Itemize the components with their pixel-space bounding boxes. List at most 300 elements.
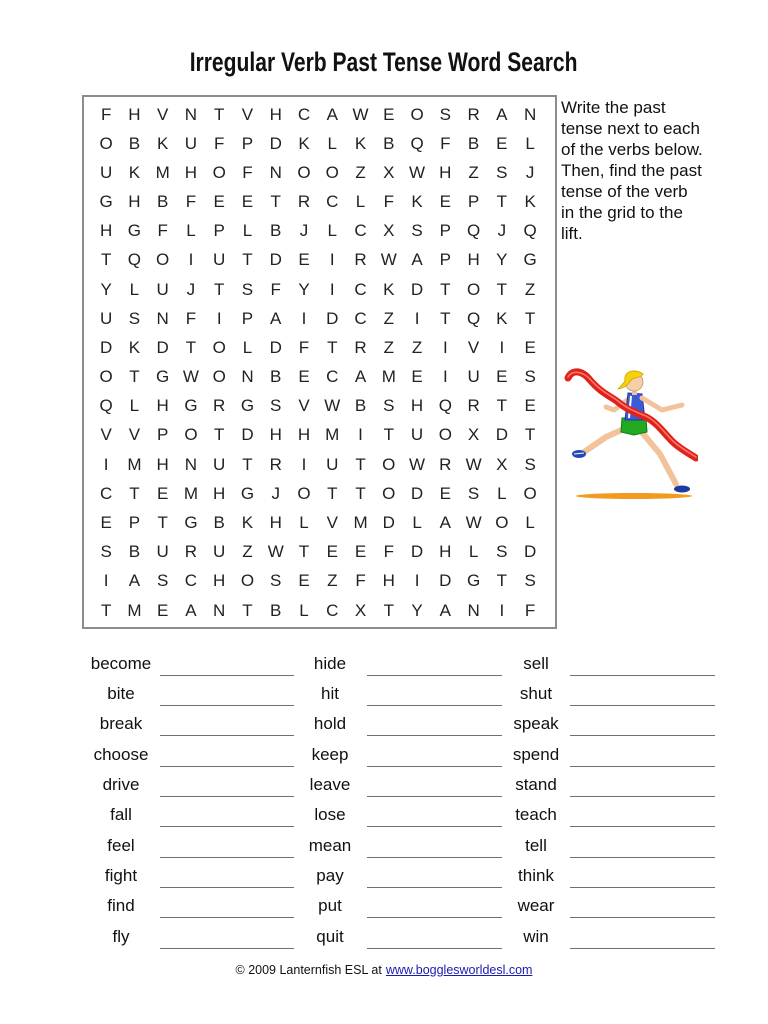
grid-letter: L xyxy=(525,512,535,532)
grid-letter: Q xyxy=(466,308,481,328)
grid-letter: P xyxy=(241,133,254,153)
grid-letter: D xyxy=(156,337,169,357)
verb-label: fight xyxy=(104,866,138,886)
grid-letter: O xyxy=(523,483,537,503)
grid-letter: P xyxy=(439,250,451,270)
grid-letter: U xyxy=(213,542,226,562)
answer-blank-line xyxy=(570,766,715,767)
grid-letter: N xyxy=(184,104,198,124)
grid-letter: O xyxy=(382,454,396,474)
verb-label: leave xyxy=(309,775,351,795)
grid-letter: A xyxy=(354,367,367,387)
grid-letter: M xyxy=(183,483,199,503)
grid-letter: L xyxy=(327,221,337,241)
grid-letter: E xyxy=(241,192,254,212)
grid-letter: W xyxy=(380,250,397,270)
grid-letter: L xyxy=(327,133,337,153)
grid-letter: C xyxy=(184,571,198,591)
answer-blank-line xyxy=(367,675,502,676)
verb-label: fall xyxy=(110,805,132,825)
grid-letter: T xyxy=(524,425,536,445)
grid-letter: P xyxy=(439,221,451,241)
grid-letter: B xyxy=(270,600,282,620)
grid-letter: T xyxy=(129,367,140,387)
verb-label: hide xyxy=(313,653,347,673)
grid-letter: U xyxy=(99,308,113,328)
grid-letter: S xyxy=(524,367,536,387)
grid-letter: L xyxy=(242,221,253,241)
grid-letter: O xyxy=(99,367,113,387)
grid-letter: F xyxy=(298,337,310,357)
grid-letter: H xyxy=(184,162,198,182)
instruction-line: of the verbs below. xyxy=(561,139,703,159)
grid-letter: I xyxy=(216,308,222,328)
grid-letter: R xyxy=(213,396,226,416)
grid-letter: R xyxy=(354,250,367,270)
grid-letter: B xyxy=(213,512,225,532)
verb-row xyxy=(295,740,502,770)
answer-blank-line xyxy=(570,705,715,706)
grid-letter: S xyxy=(496,162,508,182)
answer-blank-line xyxy=(160,675,294,676)
grid-letter: G xyxy=(184,396,198,416)
grid-letter: K xyxy=(156,133,169,153)
verb-row xyxy=(86,891,294,921)
answer-blank-line xyxy=(160,857,294,858)
verb-column-2 xyxy=(295,649,502,952)
verb-label: become xyxy=(90,653,152,673)
grid-letter: H xyxy=(213,571,226,591)
verb-row xyxy=(86,922,294,952)
grid-letter: L xyxy=(129,396,140,416)
answer-blank-line xyxy=(367,826,502,827)
verb-label: pay xyxy=(316,866,344,886)
grid-letter: V xyxy=(100,425,112,445)
grid-letter: E xyxy=(298,250,310,270)
grid-letter: I xyxy=(329,250,335,270)
grid-letter: E xyxy=(156,600,169,620)
grid-letter: O xyxy=(212,162,226,182)
instructions xyxy=(561,97,746,244)
verb-row xyxy=(86,861,294,891)
grid-letter: P xyxy=(128,512,141,532)
grid-letter: O xyxy=(325,162,339,182)
grid-letter: I xyxy=(103,454,109,474)
verb-label: hit xyxy=(321,684,339,704)
grid-letter: D xyxy=(410,483,424,503)
answer-blank-line xyxy=(570,826,715,827)
grid-letter: F xyxy=(185,308,197,328)
grid-letter: G xyxy=(523,250,537,270)
verb-label: fly xyxy=(112,926,130,946)
grid-letter: I xyxy=(329,279,335,299)
verb-row xyxy=(295,831,502,861)
grid-letter: C xyxy=(326,367,339,387)
grid-letter: F xyxy=(270,279,281,299)
answer-blank-line xyxy=(367,705,502,706)
word-search-box xyxy=(82,95,557,629)
grid-letter: G xyxy=(99,192,113,212)
grid-letter: T xyxy=(383,600,394,620)
grid-letter: I xyxy=(414,308,420,328)
grid-letter: R xyxy=(354,337,367,357)
grid-letter: S xyxy=(128,308,141,328)
grid-letter: M xyxy=(127,454,142,474)
grid-letter: R xyxy=(297,192,311,212)
grid-letter: W xyxy=(352,104,369,124)
grid-letter: A xyxy=(326,104,338,124)
grid-letter: T xyxy=(270,192,281,212)
grid-letter: F xyxy=(157,221,168,241)
grid-letter: I xyxy=(442,337,448,357)
grid-letter: G xyxy=(156,367,170,387)
grid-letter: F xyxy=(185,192,197,212)
grid-letter: E xyxy=(298,571,310,591)
verb-row xyxy=(501,709,715,739)
grid-letter: C xyxy=(354,279,367,299)
grid-letter: L xyxy=(299,600,309,620)
grid-letter: K xyxy=(128,162,141,182)
answer-blank-line xyxy=(160,826,294,827)
verb-row xyxy=(295,891,502,921)
grid-letter: V xyxy=(241,104,254,124)
answer-blank-line xyxy=(570,857,715,858)
answer-blank-line xyxy=(367,766,502,767)
grid-letter: T xyxy=(355,454,366,474)
grid-letter: T xyxy=(242,454,253,474)
grid-letter: V xyxy=(467,337,480,357)
verb-row xyxy=(501,770,715,800)
grid-letter: S xyxy=(411,221,423,241)
verb-label: break xyxy=(99,714,143,734)
grid-letter: O xyxy=(297,162,311,182)
grid-letter: T xyxy=(524,308,536,328)
grid-letter: H xyxy=(269,104,282,124)
grid-letter: G xyxy=(240,483,255,503)
verb-label: find xyxy=(107,896,135,916)
grid-letter: A xyxy=(439,600,451,620)
grid-letter: I xyxy=(301,454,307,474)
grid-letter: H xyxy=(128,192,141,212)
verb-label: win xyxy=(523,926,549,946)
grid-letter: D xyxy=(439,571,452,591)
verb-label: wear xyxy=(517,896,555,916)
answer-blank-line xyxy=(160,766,294,767)
verb-label: speak xyxy=(513,714,559,734)
answer-blank-line xyxy=(160,887,294,888)
verb-label: choose xyxy=(93,744,149,764)
grid-letter: F xyxy=(440,133,451,153)
grid-letter: E xyxy=(354,542,367,562)
grid-letter: V xyxy=(326,512,338,532)
grid-letter: U xyxy=(213,454,226,474)
grid-letter: A xyxy=(128,571,141,591)
grid-letter: Z xyxy=(242,542,253,562)
verb-row xyxy=(501,740,715,770)
grid-letter: K xyxy=(383,279,395,299)
verb-row xyxy=(295,649,502,679)
verb-row xyxy=(501,649,715,679)
grid-letter: O xyxy=(382,483,396,503)
grid-letter: B xyxy=(354,396,367,416)
runner-shorts xyxy=(621,418,647,435)
grid-letter: E xyxy=(524,337,536,357)
grid-letter: N xyxy=(213,600,226,620)
grid-letter: F xyxy=(100,104,112,124)
grid-letter: H xyxy=(439,162,452,182)
grid-letter: Q xyxy=(466,221,481,241)
grid-letter: A xyxy=(270,308,282,328)
verb-label: hold xyxy=(313,714,347,734)
grid-letter: N xyxy=(269,162,282,182)
grid-letter: I xyxy=(499,337,505,357)
grid-letter: J xyxy=(525,162,535,182)
grid-letter: R xyxy=(269,454,282,474)
answer-blank-line xyxy=(570,675,715,676)
grid-letter: T xyxy=(214,279,225,299)
grid-letter: A xyxy=(185,600,197,620)
answer-blank-line xyxy=(160,705,294,706)
grid-letter: N xyxy=(523,104,537,124)
grid-letter: O xyxy=(438,425,452,445)
instruction-line: Write the past xyxy=(561,97,666,117)
verb-label: teach xyxy=(515,805,557,825)
grid-letter: D xyxy=(269,337,282,357)
grid-letter: Z xyxy=(383,337,394,357)
grid-letter: S xyxy=(241,279,254,299)
instruction-line: in the grid to the xyxy=(561,202,683,222)
verb-row xyxy=(86,649,294,679)
grid-letter: T xyxy=(100,250,112,270)
grid-letter: M xyxy=(353,512,368,532)
grid-letter: O xyxy=(212,337,226,357)
grid-letter: E xyxy=(496,367,508,387)
grid-letter: L xyxy=(299,512,309,532)
grid-letter: H xyxy=(297,425,311,445)
grid-letter: T xyxy=(298,542,310,562)
answer-blank-line xyxy=(570,796,715,797)
grid-letter: I xyxy=(414,571,420,591)
grid-letter: E xyxy=(439,192,451,212)
verb-label: lose xyxy=(314,805,346,825)
grid-letter: U xyxy=(213,250,226,270)
answer-blank-line xyxy=(570,735,715,736)
verb-label: think xyxy=(518,866,554,886)
grid-letter: W xyxy=(465,454,482,474)
grid-letter: H xyxy=(213,483,226,503)
grid-letter: J xyxy=(299,221,309,241)
grid-letter: N xyxy=(241,367,254,387)
verb-row xyxy=(295,922,502,952)
website-link[interactable]: www.bogglesworldesl.com xyxy=(385,963,533,977)
grid-letter: S xyxy=(524,454,536,474)
grid-letter: A xyxy=(439,512,451,532)
grid-letter: L xyxy=(412,512,422,532)
grid-letter: R xyxy=(439,454,452,474)
grid-letter: E xyxy=(439,483,451,503)
grid-letter: W xyxy=(182,367,199,387)
grid-letter: C xyxy=(297,104,311,124)
grid-letter: E xyxy=(524,396,536,416)
ground-shadow xyxy=(576,493,692,499)
grid-letter: E xyxy=(213,192,225,212)
grid-letter: F xyxy=(355,571,366,591)
verb-row xyxy=(86,800,294,830)
grid-letter: J xyxy=(497,221,507,241)
grid-letter: I xyxy=(103,571,109,591)
grid-letter: I xyxy=(358,425,363,445)
verb-label: sell xyxy=(523,653,549,673)
grid-letter: M xyxy=(127,600,142,620)
grid-letter: T xyxy=(496,396,508,416)
grid-letter: Q xyxy=(438,396,452,416)
grid-letter: Q xyxy=(127,250,142,270)
grid-letter: T xyxy=(355,483,366,503)
grid-letter: U xyxy=(156,279,169,299)
grid-letter: O xyxy=(184,425,198,445)
grid-letter: U xyxy=(410,425,424,445)
grid-letter: F xyxy=(383,542,394,562)
grid-letter: U xyxy=(326,454,339,474)
verb-label: spend xyxy=(512,744,560,764)
answer-blank-line xyxy=(160,917,294,918)
grid-letter: Z xyxy=(327,571,338,591)
runner-illustration xyxy=(562,362,698,504)
grid-letter: F xyxy=(383,192,394,212)
verb-row xyxy=(295,679,502,709)
grid-letter: H xyxy=(156,454,169,474)
verb-label: mean xyxy=(308,835,352,855)
grid-letter: C xyxy=(99,483,113,503)
grid-letter: Z xyxy=(468,162,479,182)
verb-row xyxy=(86,770,294,800)
runner-front-shoe xyxy=(674,486,690,493)
grid-letter: F xyxy=(242,162,253,182)
grid-letter: T xyxy=(440,279,451,299)
grid-letter: O xyxy=(240,571,255,591)
grid-letter: E xyxy=(298,367,310,387)
grid-letter: Y xyxy=(496,250,508,270)
grid-letter: L xyxy=(355,192,366,212)
grid-letter: K xyxy=(128,337,141,357)
grid-letter: T xyxy=(185,337,197,357)
answer-blank-line xyxy=(570,887,715,888)
grid-letter: L xyxy=(242,337,253,357)
grid-letter: D xyxy=(523,542,537,562)
grid-letter: T xyxy=(440,308,451,328)
grid-letter: K xyxy=(298,133,310,153)
grid-letter: H xyxy=(99,221,113,241)
grid-letter: E xyxy=(326,542,338,562)
verb-column-3 xyxy=(501,649,715,952)
grid-letter: Z xyxy=(411,337,423,357)
word-search-grid xyxy=(92,100,544,625)
grid-letter: T xyxy=(214,425,225,445)
grid-letter: H xyxy=(410,396,424,416)
grid-letter: F xyxy=(524,600,536,620)
grid-letter: S xyxy=(439,104,451,124)
grid-letter: S xyxy=(524,571,536,591)
grid-letter: M xyxy=(155,162,170,182)
grid-letter: C xyxy=(354,308,367,328)
grid-letter: E xyxy=(411,367,423,387)
verb-label: tell xyxy=(525,835,547,855)
grid-letter: M xyxy=(381,367,396,387)
grid-letter: K xyxy=(524,192,536,212)
grid-letter: O xyxy=(212,367,226,387)
grid-letter: B xyxy=(383,133,395,153)
grid-letter: T xyxy=(157,512,168,532)
grid-letter: C xyxy=(326,192,339,212)
grid-letter: H xyxy=(382,571,395,591)
grid-letter: U xyxy=(184,133,198,153)
grid-letter: W xyxy=(465,512,482,532)
grid-letter: E xyxy=(383,104,395,124)
grid-letter: D xyxy=(410,279,424,299)
grid-letter: R xyxy=(184,542,198,562)
answer-blank-line xyxy=(367,857,502,858)
grid-letter: V xyxy=(298,396,310,416)
grid-letter: J xyxy=(271,483,280,503)
grid-letter: S xyxy=(156,571,169,591)
instruction-line: Then, find the past xyxy=(561,160,702,180)
grid-letter: R xyxy=(467,104,480,124)
grid-letter: D xyxy=(241,425,254,445)
grid-letter: O xyxy=(466,279,481,299)
grid-letter: D xyxy=(382,512,395,532)
grid-letter: I xyxy=(188,250,194,270)
grid-letter: N xyxy=(156,308,169,328)
grid-letter: G xyxy=(184,512,198,532)
grid-letter: L xyxy=(186,221,196,241)
grid-letter: S xyxy=(270,571,282,591)
grid-letter: T xyxy=(214,104,225,124)
grid-letter: I xyxy=(499,600,505,620)
grid-letter: T xyxy=(496,279,508,299)
grid-letter: Z xyxy=(524,279,536,299)
answer-blank-line xyxy=(160,948,294,949)
grid-letter: H xyxy=(439,542,452,562)
grid-letter: G xyxy=(240,396,255,416)
grid-letter: L xyxy=(525,133,535,153)
grid-letter: E xyxy=(156,483,169,503)
verb-label: feel xyxy=(107,835,135,855)
grid-letter: K xyxy=(241,512,254,532)
grid-letter: T xyxy=(100,600,112,620)
grid-letter: Y xyxy=(100,279,112,299)
page-title-text: Irregular Verb Past Tense Word Search xyxy=(190,47,578,77)
grid-letter: A xyxy=(411,250,423,270)
verb-column-1 xyxy=(86,649,294,952)
verb-row xyxy=(295,800,502,830)
grid-letter: P xyxy=(467,192,480,212)
grid-letter: X xyxy=(383,162,395,182)
grid-letter: O xyxy=(99,133,113,153)
grid-letter: B xyxy=(467,133,480,153)
grid-letter: S xyxy=(383,396,395,416)
grid-letter: T xyxy=(383,425,394,445)
grid-letter: Q xyxy=(410,133,424,153)
grid-letter: N xyxy=(184,454,198,474)
grid-letter: C xyxy=(326,600,339,620)
grid-letter: Z xyxy=(355,162,366,182)
grid-letter: U xyxy=(99,162,113,182)
answer-blank-line xyxy=(367,948,502,949)
grid-letter: O xyxy=(410,104,424,124)
grid-letter: B xyxy=(128,542,141,562)
grid-letter: T xyxy=(327,483,338,503)
grid-letter: I xyxy=(442,367,448,387)
